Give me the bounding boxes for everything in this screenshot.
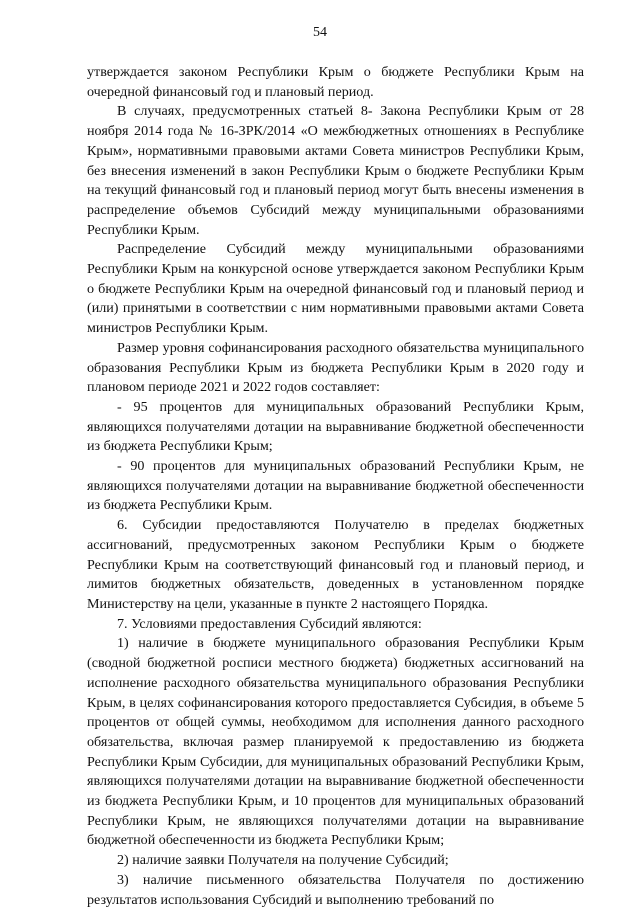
paragraph: утверждается законом Республики Крым о бюджете Республики Крым на очередной финансовый год и плановый период.	[87, 64, 584, 100]
list-item: 3) наличие письменного обязательства Получателя по достижению результатов использования Субсидий и выполнению требований по	[87, 871, 584, 908]
paragraph: Распределение Субсидий между муниципальными образованиями Республики Крым на конкурсной основе утверждается законом Республики Крым о бюджете Республики Крым на очередной финансовый год и плановый период и (или) принятыми в соответствии с ним нормативными правовыми актами Совета министров Республики Крым.	[87, 241, 584, 337]
body-text	[87, 63, 584, 910]
paragraph: В случаях, предусмотренных статьей 8- Закона Республики Крым от 28 ноября 2014 года № 16-ЗРК/2014 «О межбюджетных отношениях в Республике Крым», нормативными правовыми актами Совета министров Республики Крым, без внесения изменений в закон Республики Крым о бюджете Республики Крым на текущий финансовый год и плановый период могут быть внесены изменения в распределение объемов Субсидий между муниципальными образованиями Республики Крым.	[87, 103, 584, 238]
list-item: 1) наличие в бюджете муниципального образования Республики Крым (сводной бюджетной росписи местного бюджета) бюджетных ассигнований на исполнение расходного обязательства муниципального образования Республики Крым, в целях софинансирования которого предоставляется Субсидия, в объеме 5 процентов от общей суммы, необходимом для исполнения данного расходного обязательства, включая размер планируемой к предоставлению из бюджета Республики Крым Субсидии, для муниципальных образований Республики Крым, являющихся получателями дотации на выравнивание бюджетной обеспеченности из бюджета Республики Крым, и 10 процентов для муниципальных образований Республики Крым, не являющихся получателями дотации на выравнивание бюджетной обеспеченности из бюджета Республики Крым;	[87, 635, 584, 849]
page-number: 54	[313, 25, 327, 40]
list-item: 2) наличие заявки Получателя на получение Субсидий;	[117, 852, 449, 869]
paragraph: 6. Субсидии предоставляются Получателю в пределах бюджетных ассигнований, предусмотренных законом Республики Крым о бюджете Республики Крым на соответствующий финансовый год и плановый период, и лимитов бюджетных обязательств, доведенных в установленном порядке Министерству на цели, указанные в пункте 2 настоящего Порядка.	[87, 517, 584, 612]
paragraph: Размер уровня софинансирования расходного обязательства муниципального образования Республики Крым из бюджета Республики Крым в 2020 году и плановом периоде 2021 и 2022 годов составляет:	[87, 339, 584, 396]
paragraph: 7. Условиями предоставления Субсидий являются:	[117, 615, 422, 632]
list-item: - 90 процентов для муниципальных образований Республики Крым, не являющихся получателями дотации на выравнивание бюджетной обеспеченности из бюджета Республики Крым.	[87, 458, 584, 514]
list-item: - 95 процентов для муниципальных образований Республики Крым, являющихся получателями дотации на выравнивание бюджетной обеспеченности из бюджета Республики Крым;	[87, 398, 584, 455]
